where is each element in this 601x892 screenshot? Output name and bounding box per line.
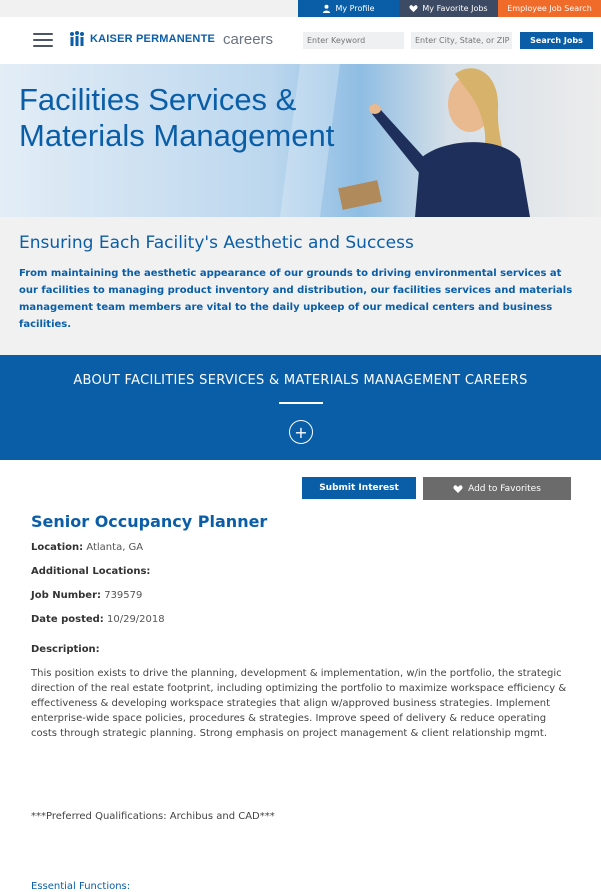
- job-location-row: [31, 542, 143, 553]
- preferred-qualifications: ***Preferred Qualifications: Archibus and CAD***: [31, 811, 275, 822]
- intro-section: [0, 217, 601, 355]
- employee-job-search-link[interactable]: [498, 0, 601, 17]
- description-heading: Description:: [31, 644, 100, 655]
- employee-job-search-label: Employee Job Search: [507, 4, 592, 13]
- location-value: Atlanta, GA: [86, 542, 144, 553]
- description-text: This position exists to drive the planning, development & implementation, w/in the portfolio, the strategic direction of the real estate footprint, including optimizing the portfolio to maximize workspace efficiency & effectiveness & developing workspace strategies that align w/approved business strategies. Implement enterprise-wide space policies, procedures & strategies. Improve speed of delivery & reduce operating costs through strategic planning. Strong emphasis on project management & client relationship mgmt.: [31, 668, 567, 739]
- my-profile-link[interactable]: [298, 0, 399, 17]
- plus-circle-icon[interactable]: [289, 420, 313, 444]
- intro-heading: Ensuring Each Facility's Aesthetic and Success: [19, 233, 414, 253]
- job-number-value: 739579: [104, 590, 143, 601]
- divider: [279, 402, 323, 404]
- heart-icon: [453, 484, 463, 494]
- about-heading: ABOUT FACILITIES SERVICES & MATERIALS MANAGEMENT CAREERS: [73, 373, 528, 388]
- logo-text: KAISER PERMANENTE: [90, 33, 216, 45]
- utility-bar: [0, 0, 601, 17]
- kaiser-logo[interactable]: [68, 30, 273, 48]
- intro-body: From maintaining the aesthetic appearance of our grounds to driving environmental services at our facilities to managing product inventory and distribution, our facilities services and materials management team members are vital to the daily upkeep of our medical centers and business facilities.: [19, 268, 573, 330]
- date-posted-row: [31, 614, 165, 625]
- my-favorite-jobs-link[interactable]: [399, 0, 498, 17]
- job-number-label: Job Number:: [31, 590, 102, 601]
- hamburger-menu-icon[interactable]: [33, 33, 53, 47]
- job-title: Senior Occupancy Planner: [31, 512, 268, 531]
- essential-functions-heading: Essential Functions:: [31, 881, 131, 892]
- about-careers-band: [0, 355, 601, 460]
- my-profile-label: My Profile: [335, 4, 375, 13]
- site-header: [0, 17, 601, 64]
- add-to-favorites-label: Add to Favorites: [468, 483, 541, 494]
- additional-locations-label: Additional Locations:: [31, 566, 151, 577]
- hero-banner: [0, 64, 601, 217]
- user-icon: [322, 4, 331, 13]
- location-label: Location:: [31, 542, 84, 553]
- date-posted-value: 10/29/2018: [106, 614, 165, 625]
- job-additional-locations-row: [31, 566, 150, 577]
- job-number-row: [31, 590, 142, 601]
- add-to-favorites-button[interactable]: [423, 477, 571, 500]
- keyword-input[interactable]: [303, 32, 404, 49]
- location-input[interactable]: [411, 32, 512, 49]
- my-favorite-jobs-label: My Favorite Jobs: [422, 4, 488, 13]
- date-posted-label: Date posted:: [31, 614, 104, 625]
- kaiser-logo-mark-icon: [68, 30, 86, 48]
- page-title: Facilities Services & Materials Management: [19, 82, 335, 153]
- heart-icon: [409, 4, 418, 13]
- expand-symbol: +: [294, 422, 308, 442]
- search-jobs-button[interactable]: Search Jobs: [520, 32, 593, 49]
- submit-interest-button[interactable]: Submit Interest: [302, 477, 416, 499]
- logo-careers-text: careers: [223, 30, 274, 48]
